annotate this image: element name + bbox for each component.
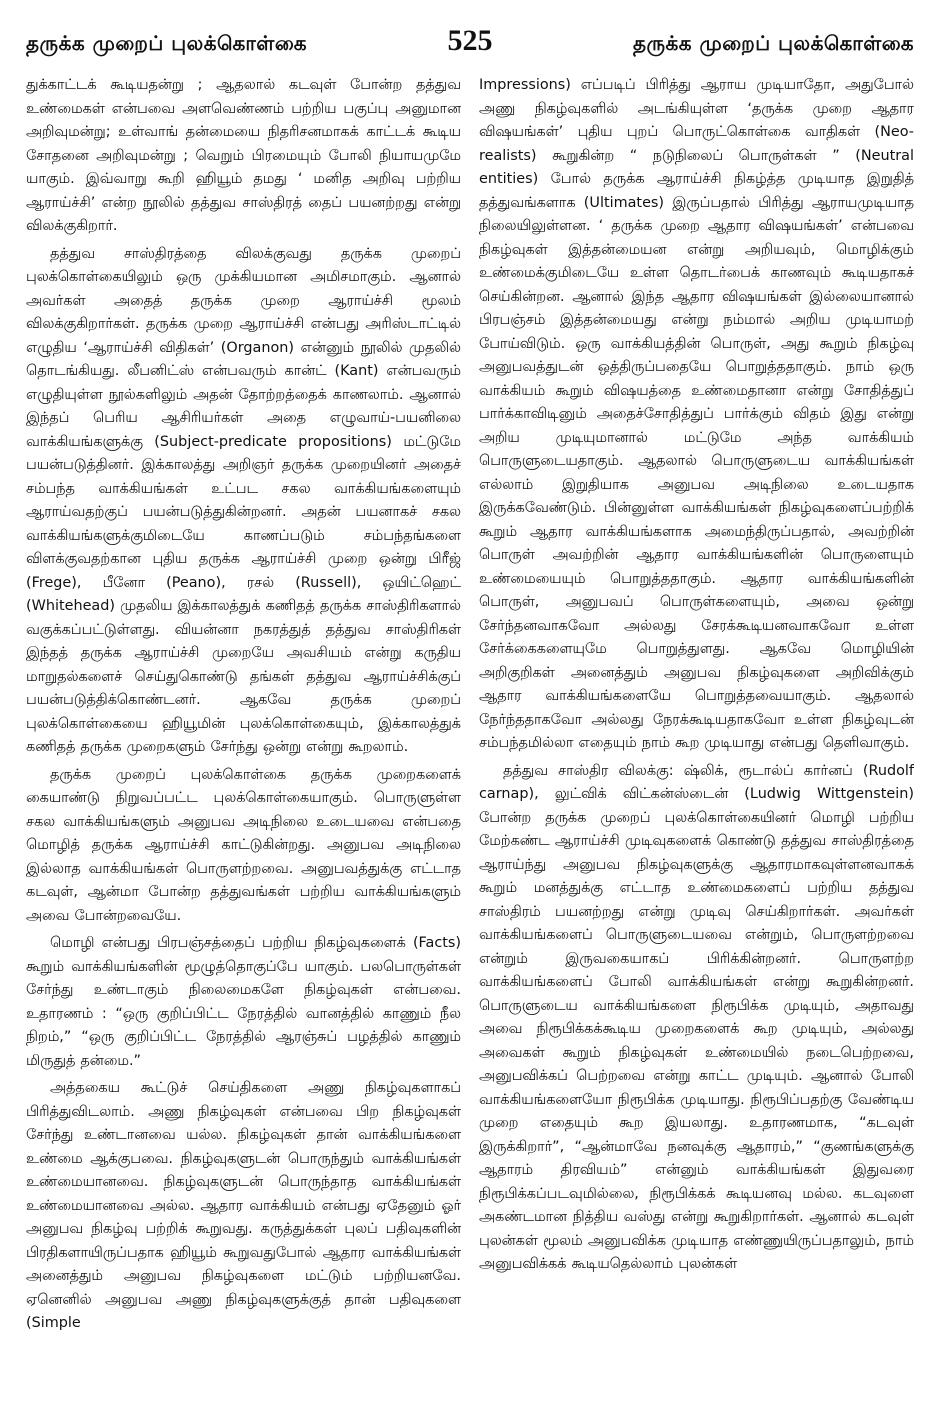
paragraph: தத்துவ சாஸ்திரத்தை விலக்குவது தருக்க முறைப் புலக்கொள்கையிலும் ஒரு முக்கியமான அமிசமாகும். ஆனால் அவர்கள் அதைத் தருக்க முறை ஆராய்ச்சி மூலம் விலக்குகிறார்கள். தருக்க முறை ஆராய்ச்சி என்பது அரிஸ்டாட்டில் எழுதிய ‘ஆராய்ச்சி விதிகள்’ (Organon) என்னும் நூலில் முதலில் தொடங்கியது. லீபனிட்ஸ் என்பவரும் கான்ட் (Kant) என்பவரும் எழுதியுள்ள நூல்களிலும் அதன் தோற்றத்தைக் காணலாம். ஆனால் இந்தப் பெரிய ஆசிரியர்கள் அதை எழுவாய்-பயனிலை வாக்கியங்களுக்கு (Subject-predicate propositions) மட்டுமே பயன்படுத்தினர். இக்காலத்து அறிஞர் தருக்க முறையினர் அதைச் சம்பந்த வாக்கியங்கள் உட்பட சகல வாக்கியங்களையும் ஆராய்வதற்குப் பயன்படுத்துகின்றனர். அதன் பயனாகச் சகல வாக்கியங்களுக்குமிடையே காணப்படும் சம்பந்தங்களை விளக்குவதற்கான புதிய தருக்க ஆராய்ச்சி முறை ஒன்று பிரீஜ் (Frege), பீனோ (Peano), ரசல் (Russell), ஒயிட்ஹெட் (Whitehead) முதலிய இக்காலத்துக் கணிதத் தருக்க சாஸ்திரிகளால் வகுக்கப்பட்டுள்ளது. வியன்னா நகரத்துத் தத்துவ சாஸ்திரிகள் இந்தத் தருக்க ஆராய்ச்சி முறையே அவசியம் என்று கருதிய மாறுதல்களைச் செய்துகொண்டு தங்கள் தத்துவ ஆராய்ச்சிக்குப் பயன்படுத்திக்கொண்டனர். ஆகவே தருக்க முறைப் புலக்கொள்கையை ஹியூமின் புலக்கொள்கையும், இக்காலத்துக் கணிதத் தருக்க முறைகளும் சேர்ந்து ஒன்று என்று கூறலாம்.: [26, 245, 461, 755]
page-number: 525: [447, 24, 493, 57]
left-column: [26, 74, 461, 1340]
paragraph: தத்துவ சாஸ்திர விலக்கு: ஷ்லிக், ரூடால்ப் கார்னப் (Rudolf carnap), லுட்விக் விட்கன்ஸ்டைன் (Ludwig Wittgenstein) போன்ற தருக்க முறைப் புலக்கொள்கையினர் மொழி பற்றிய மேற்கண்ட ஆராய்ச்சி முடிவுகளைக் கொண்டு தத்துவ சாஸ்திரத்தை ஆராய்ந்து அனுபவ நிகழ்வுகளுக்கு ஆதாரமாகவுள்ளனவாகக் கூறும் மனத்துக்கு எட்டாத உண்மைகளைப் பற்றிய தத்துவ சாஸ்திரம் பயனற்றது என்று முடிவு செய்கிறார்கள். அவர்கள் வாக்கியங்களைப் பொருளுடையவை என்றும், பொருளற்றவை என்றும் இருவகையாகப் பிரிக்கின்றனர். பொருளற்ற வாக்கியங்களைப் போலி வாக்கியங்கள் என்று கூறுகின்றனர். பொருளுடைய வாக்கியங்களை நிரூபிக்க முடியும், அதாவது அவை நிரூபிக்கக்கூடிய முறைகளைக் கூற முடியும், அல்லது அவைகள் கூறும் நிகழ்வுகள் உண்மையில் நடைபெற்றவை, அனுபவிக்கப் பெற்றவை என்று காட்ட முடியும். ஆனால் போலி வாக்கியங்களையோ நிரூபிக்க முடியாது. நிரூபிப்பதற்கு வேண்டிய முறை எதையும் கூற இயலாது. உதாரணமாக, “கடவுள் இருக்கிறார்”, “ஆன்மாவே நனவுக்கு ஆதாரம்,” “குணங்களுக்கு ஆதாரம் திரவியம்” என்னும் வாக்கியங்கள் இதுவரை நிரூபிக்கப்படவுமில்லை, நிரூபிக்கக் கூடியனவு மல்ல. கடவுளை அகண்டமான நித்திய வஸ்து என்று கூறுகிறார்கள். ஆனால் கடவுள் புலன்கள் மூலம் அனுபவிக்க முடியாத எண்ணுயிருப்பதாலும், நாம் அனுபவிக்கக் கூடியதெல்லாம் புலன்கள்: [479, 762, 914, 1272]
paragraph: தருக்க முறைப் புலக்கொள்கை தருக்க முறைகளைக் கையாண்டு நிறுவப்பட்ட புலக்கொள்கையாகும். பொருளுள்ள சகல வாக்கியங்களும் அனுபவ அடிநிலை உடையவை என்பதை மொழித் தருக்க ஆராய்ச்சி காட்டுகின்றது. அனுபவ அடிநிலை இல்லாத வாக்கியங்கள் பொருளற்றவை. அனுபவத்துக்கு எட்டாத கடவுள், ஆன்மா போன்ற தத்துவங்கள் பற்றிய வாக்கியங்களும் அவை போன்றவையே.: [26, 766, 461, 924]
right-column: [479, 74, 914, 1340]
paragraph: அத்தகைய கூட்டுச் செய்திகளை அணு நிகழ்வுகளாகப் பிரித்துவிடலாம். அணு நிகழ்வுகள் என்பவை பிற நிகழ்வுகள் சேர்ந்து உண்டானவை யல்ல. நிகழ்வுகள் தான் வாக்கியங்களை உண்மை ஆக்குபவை. நிகழ்வுகளுடன் பொருந்தும் வாக்கியங்கள் உண்மையானவை. நிகழ்வுகளுடன் பொருந்தாத வாக்கியங்கள் உண்மையானவை அல்ல. ஆதார வாக்கியம் என்பது ஏதேனும் ஓர் அனுபவ நிகழ்வு பற்றிக் கூறுவது. கருத்துக்கள் புலப் பதிவுகளின் பிரதிகளாயிருப்பதாக ஹியூம் கூறுவதுபோல் ஆதார வாக்கியங்கள் அனைத்தும் அனுபவ நிகழ்வுகளை மட்டும் பற்றியனவே. ஏனெனில் அனுபவ அணு நிகழ்வுகளுக்குத் தான் பதிவுகளை (Simple: [26, 1080, 461, 1331]
page-header: [26, 24, 914, 66]
paragraph: துக்காட்டக் கூடியதன்று ; ஆதலால் கடவுள் போன்ற தத்துவ உண்மைகள் என்பவை அளவெண்ணம் பற்றிய பகுப்பு அனுமான அறிவுமன்று; உள்வாங் தன்மையை நிதரிசனமாகக் காட்டக் கூடிய சோதனை அறிவுமன்று ; வெறும் பிரமையும் போலி நியாயமுமே யாகும். இவ்வாறு கூறி ஹியூம் தமது ‘ மனித அறிவு பற்றிய ஆராய்ச்சி’ என்ற நூலில் தத்துவ சாஸ்திரத் தைப் பயனற்றது என்று விலக்குகிறார்.: [26, 77, 461, 234]
running-title-right: தருக்க முறைப் புலக்கொள்கை: [632, 31, 914, 55]
text-columns: [26, 74, 914, 1340]
running-title-left: தருக்க முறைப் புலக்கொள்கை: [26, 31, 308, 55]
paragraph: Impressions) எப்படிப் பிரித்து ஆராய முடியாதோ, அதுபோல் அணு நிகழ்வுகளில் அடங்கியுள்ள ‘தருக்க முறை ஆதார விஷயங்கள்’ புதிய புறப் பொருட்கொள்கை வாதிகள் (Neo-realists) கூறுகின்ற “ நடுநிலைப் பொருள்கள் ” (Neutral entities) போல் தருக்க ஆராய்ச்சி நிகழ்த்த முடியாத இறுதித் தத்துவங்களாக (Ultimates) இருப்பதால் பிரித்து ஆராயமுடியாத நிலையிலுள்ளன. ‘ தருக்க முறை ஆதார விஷயங்கள்’ என்பவை நிகழ்வுகள் இத்தன்மையன என்று அறியவும், மொழிக்கும் உண்மைக்குமிடையே உள்ள தொடர்பைக் காணவும் கூடியதாகச் செய்கின்றன. ஆனால் இந்த ஆதார விஷயங்கள் இல்லையானால் பிரபஞ்சம் இத்தன்மையது என்று நம்மால் அறிய முடியாமற் போய்விடும். ஒரு வாக்கியத்தின் பொருள், அது கூறும் நிகழ்வு அனுபவத்துடன் ஒத்திருப்பதையே பொறுத்ததாகும். நாம் ஒரு வாக்கியம் கூறும் விஷயத்தை உண்மைதானா என்று சோதித்துப் பார்க்காவிடினும் அதைச்சோதித்துப் பார்க்கும் விதம் இது என்று அறிய முடியுமானால் மட்டுமே அந்த வாக்கியம் பொருளுடையதாகும். ஆதலால் பொருளுடைய வாக்கியங்கள் எல்லாம் இறுதியாக அனுபவ அடிநிலை உடையதாக இருக்கவேண்டும். பின்னுள்ள வாக்கியங்கள் நிகழ்வுகளைப்பற்றிக் கூறும் ஆதார வாக்கியங்களாக அமைந்திருப்பதால், அவற்றின் பொருள் அவற்றின் ஆதார வாக்கியங்களின் பொருளையும் உண்மையையும் பொறுத்ததாகும். ஆதார வாக்கியங்களின் பொருள், அனுபவப் பொருள்களையும், அவை ஒன்று சேர்ந்தனவாகவோ அல்லது சேரக்கூடியனவாகவோ உள்ள சேர்க்கைகளையுமே பொறுத்துளது. ஆகவே மொழியின் அறிகுறிகள் அனைத்தும் அனுபவ நிகழ்வுகளை அறிவிக்கும் ஆதார வாக்கியங்களையே பொறுத்தவையாகும். ஆதலால் நேர்ந்ததாகவோ அல்லது நேரக்கூடியதாகவோ உள்ள நிகழ்வுடன் சம்பந்தமில்லா எதையும் நாம் கூற முடியாது என்பது தெளிவாகும்.: [479, 77, 914, 751]
paragraph: மொழி என்பது பிரபஞ்சத்தைப் பற்றிய நிகழ்வுகளைக் (Facts) கூறும் வாக்கியங்களின் மூழுத்தொகுப்பே யாகும். பலபொருள்கள் சேர்ந்து உண்டாகும் நிலைமைகளே நிகழ்வுகள் என்பவை. உதாரணம் : “ஒரு குறிப்பிட்ட நேரத்தில் வானத்தில் காணும் நீல நிறம்,” “ஒரு குறிப்பிட்ட நேரத்தில் ஆரஞ்சுப் பழத்தில் காணும் மிருதுத் தன்மை.”: [26, 935, 461, 1069]
